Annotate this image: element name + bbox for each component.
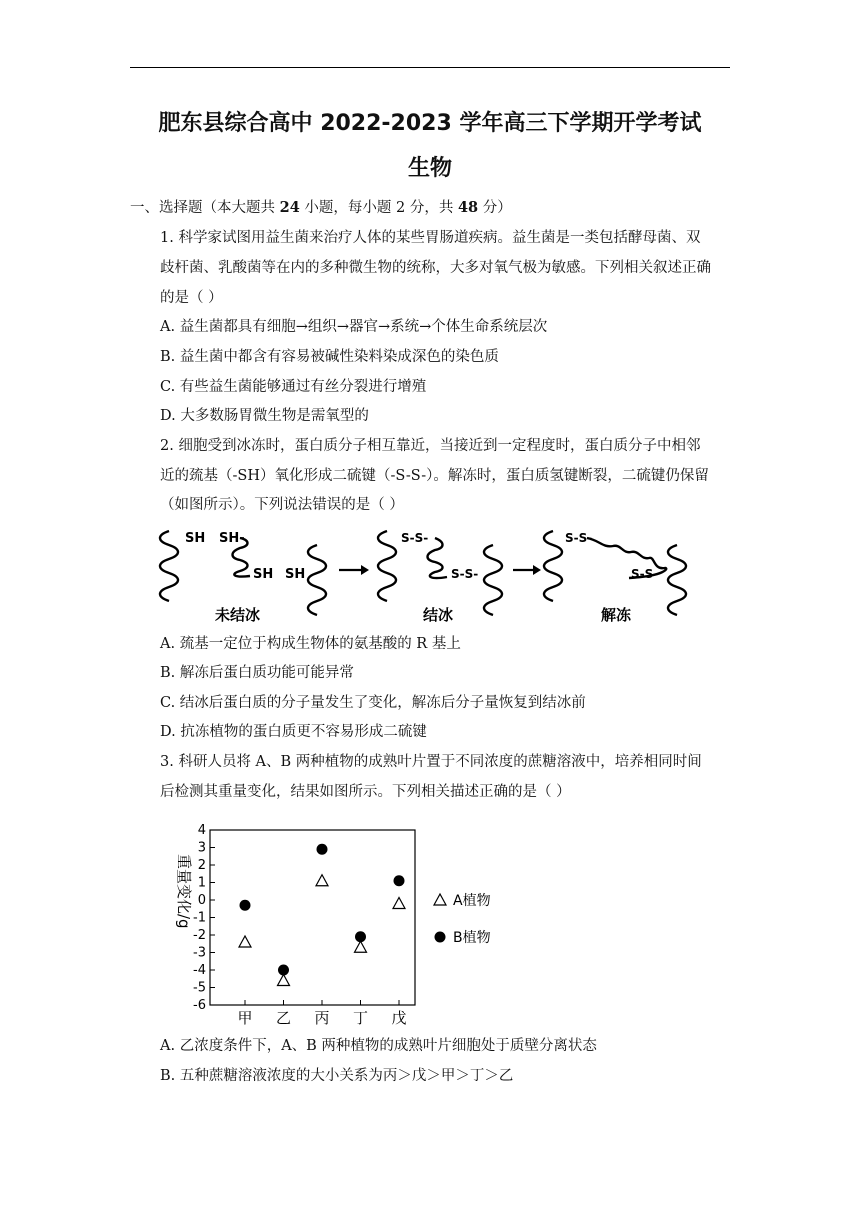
a-plant-point bbox=[239, 936, 251, 947]
section-heading: 一、选择题（本大题共 24 小题，每小题 2 分，共 48 分） bbox=[130, 199, 512, 216]
sh-group-label: SH bbox=[253, 567, 274, 582]
q1-stem-line: 歧杆菌、乳酸菌等在内的多种微生物的统称，大多对氧气极为敏感。下列相关叙述正确 bbox=[160, 260, 711, 276]
q2-option-b: B. 解冻后蛋白质功能可能异常 bbox=[160, 665, 354, 681]
a-plant-point bbox=[393, 898, 405, 909]
x-tick-label: 丁 bbox=[352, 1009, 369, 1027]
y-axis-label-text: 重量变化/g bbox=[175, 854, 193, 929]
a-plant-point bbox=[355, 941, 367, 952]
q1-option-b: B. 益生菌中都含有容易被碱性染料染成深色的染色质 bbox=[160, 349, 499, 365]
b-plant-point bbox=[355, 931, 366, 942]
y-tick-label: 4 bbox=[197, 823, 206, 838]
a-plant-point bbox=[278, 975, 290, 986]
stage-label-unfrozen: 未结冰 bbox=[215, 606, 261, 624]
b-plant-point bbox=[278, 965, 289, 976]
protein-coil bbox=[160, 531, 178, 601]
disulfide-label: S-S- bbox=[451, 567, 479, 581]
y-tick-label: -2 bbox=[193, 928, 206, 943]
disulfide-label: S-S- bbox=[565, 531, 593, 545]
q1-option-d: D. 大多数肠胃微生物是需氧型的 bbox=[160, 408, 369, 424]
y-tick-label: 1 bbox=[197, 875, 206, 891]
q2-option-d: D. 抗冻植物的蛋白质更不容易形成二硫键 bbox=[160, 724, 427, 740]
x-tick-label: 丙 bbox=[314, 1009, 330, 1027]
plot-frame bbox=[210, 830, 415, 1005]
a-plant-point bbox=[316, 875, 328, 886]
protein-coil bbox=[544, 531, 562, 601]
y-tick-label: -3 bbox=[193, 945, 206, 961]
b-plant-point bbox=[240, 900, 251, 911]
y-tick-label: -1 bbox=[193, 910, 206, 926]
y-tick-label: -4 bbox=[193, 963, 206, 978]
sh-group-label: SH bbox=[185, 531, 206, 546]
legend-marker-a bbox=[434, 894, 446, 905]
legend-label: A植物 bbox=[453, 893, 491, 909]
q3-option-b: B. 五种蔗糖溶液浓度的大小关系为丙＞戊＞甲＞丁＞乙 bbox=[160, 1068, 514, 1084]
b-plant-point bbox=[394, 875, 405, 886]
protein-coil bbox=[668, 545, 686, 615]
protein-coil bbox=[378, 531, 396, 601]
q1-option-c: C. 有些益生菌能够通过有丝分裂进行增殖 bbox=[160, 379, 427, 395]
stage-label-frozen: 结冰 bbox=[423, 606, 454, 624]
stage-label-thawed: 解冻 bbox=[601, 606, 632, 624]
disulfide-label: S-S- bbox=[401, 531, 429, 545]
x-tick-label: 甲 bbox=[237, 1009, 253, 1027]
y-tick-label: -5 bbox=[193, 980, 206, 996]
sh-group-label: SH- bbox=[219, 531, 245, 546]
sh-group-label: SH bbox=[285, 567, 306, 582]
legend-marker-b bbox=[435, 932, 446, 943]
q3-stem-line: 后检测其重量变化，结果如图所示。下列相关描述正确的是（ ） bbox=[160, 784, 571, 800]
q1-option-a: A. 益生菌都具有细胞→组织→器官→系统→个体生命系统层次 bbox=[160, 319, 548, 335]
protein-freezing-diagram bbox=[155, 520, 700, 625]
y-tick-label: 0 bbox=[197, 893, 206, 908]
y-tick-label: 3 bbox=[197, 840, 206, 856]
y-axis-label bbox=[175, 854, 193, 929]
x-tick-label: 乙 bbox=[275, 1009, 292, 1027]
disulfide-label: S-S bbox=[631, 567, 654, 581]
y-tick-label: -6 bbox=[193, 998, 206, 1013]
legend-label: B植物 bbox=[453, 930, 491, 946]
q3-option-a: A. 乙浓度条件下，A、B 两种植物的成熟叶片细胞处于质壁分离状态 bbox=[160, 1038, 597, 1054]
header-rule bbox=[130, 67, 730, 68]
y-tick-label: 2 bbox=[197, 858, 206, 873]
protein-coil bbox=[308, 545, 326, 615]
q2-stem-line: 近的巯基（-SH）氧化形成二硫键（-S-S-）。解冻时，蛋白质氢键断裂，二硫键仍保留 bbox=[160, 468, 709, 484]
q2-stem-line: （如图所示）。下列说法错误的是（ ） bbox=[160, 497, 404, 513]
b-plant-point bbox=[317, 844, 328, 855]
q3-stem-line: 3. 科研人员将 A、B 两种植物的成熟叶片置于不同浓度的蔗糖溶液中，培养相同时间 bbox=[160, 754, 702, 770]
x-tick-label: 戊 bbox=[391, 1009, 407, 1027]
exam-title: 肥东县综合高中 2022-2023 学年高三下学期开学考试 bbox=[158, 111, 702, 136]
weight-change-chart bbox=[165, 820, 510, 1030]
q2-option-a: A. 巯基一定位于构成生物体的氨基酸的 R 基上 bbox=[160, 636, 461, 652]
subject-title: 生物 bbox=[407, 156, 452, 181]
q2-option-c: C. 结冰后蛋白质的分子量发生了变化，解冻后分子量恢复到结冰前 bbox=[160, 695, 586, 711]
q1-stem-line: 的是（ ） bbox=[160, 290, 223, 306]
q2-stem-line: 2. 细胞受到冰冻时，蛋白质分子相互靠近，当接近到一定程度时，蛋白质分子中相邻 bbox=[160, 438, 701, 454]
protein-coil bbox=[484, 545, 502, 615]
q1-stem-line: 1. 科学家试图用益生菌来治疗人体的某些胃肠道疾病。益生菌是一类包括酵母菌、双 bbox=[160, 230, 701, 246]
